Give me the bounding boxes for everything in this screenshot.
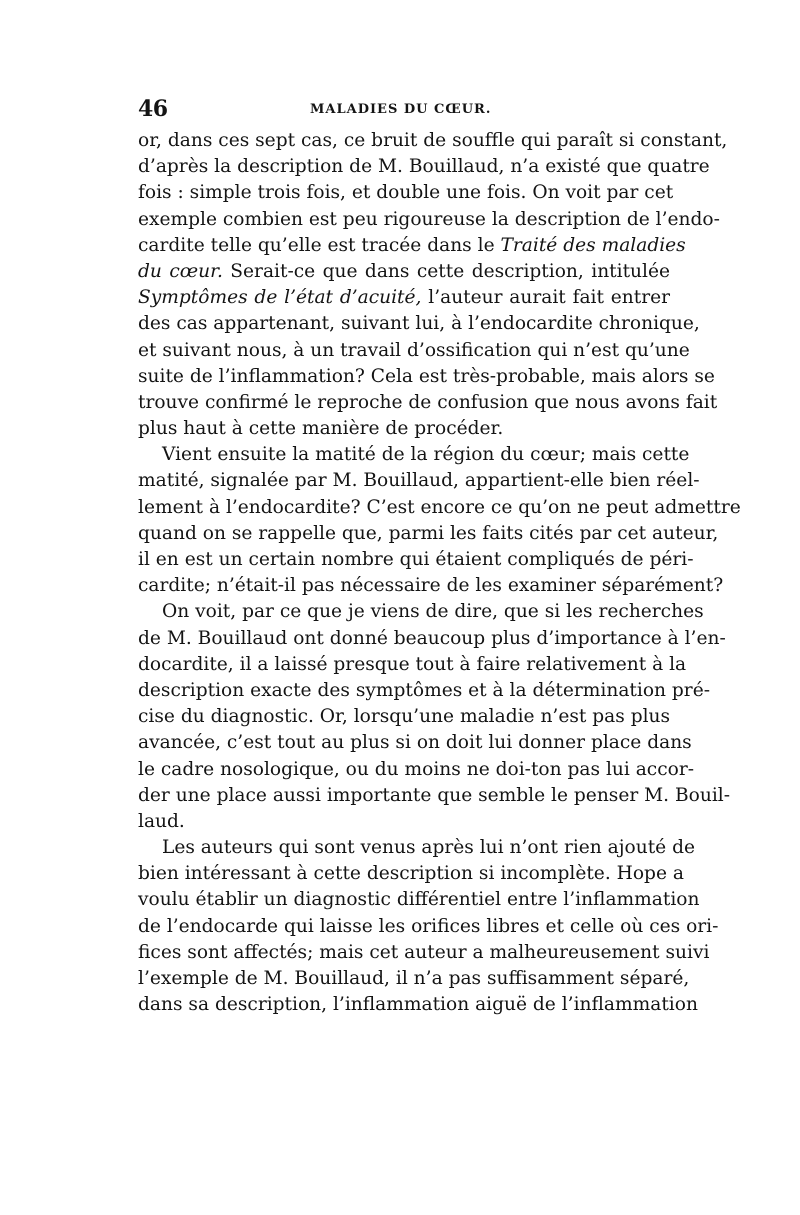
text-line: description exacte des symptômes et à la détermination pré- — [138, 679, 710, 701]
text-line: der une place aussi importante que semble le penser M. Bouil- — [138, 784, 731, 806]
page-number: 46 — [138, 96, 168, 122]
text-line — [138, 259, 670, 285]
text-line: Les auteurs qui sont venus après lui n’ont rien ajouté de — [162, 837, 695, 859]
text-line: cardite; n’était-il pas nécessaire de les examiner séparément? — [138, 575, 724, 597]
text-line: or, dans ces sept cas, ce bruit de souffle qui paraît si constant, — [138, 130, 728, 151]
text-line: des cas appartenant, suivant lui, à l’endocardite chronique, — [138, 313, 700, 335]
text-line: le cadre nosologique, ou du moins ne doi-ton pas lui accor- — [138, 758, 694, 780]
text-line: de l’endocarde qui laisse les orifices libres et celle où ces ori- — [138, 915, 719, 937]
italic-heading: Symptômes de l’état d’acuité, — [138, 287, 422, 309]
text-line: d’après la description de M. Bouillaud, n’a existé que quatre — [138, 156, 710, 178]
text-line: exemple combien est peu rigoureuse la description de l’endo- — [138, 208, 720, 230]
text-line: lement à l’endocardite? C’est encore ce qu’on ne peut admettre — [138, 496, 741, 518]
text-line: cise du diagnostic. Or, lorsqu’une maladie n’est pas plus — [138, 706, 671, 728]
body-text — [138, 128, 741, 1018]
text-line: docardite, il a laissé presque tout à faire relativement à la — [138, 653, 687, 675]
text-fragment: cardite telle qu’elle est tracée dans le — [138, 234, 495, 256]
running-title: MALADIES DU CŒUR. — [310, 102, 492, 117]
text-line: plus haut à cette manière de procéder. — [138, 418, 504, 440]
text-line: avancée, c’est tout au plus si on doit lui donner place dans — [138, 732, 692, 754]
page-header — [138, 96, 670, 126]
text-line: l’exemple de M. Bouillaud, il n’a pas suffisamment séparé, — [138, 968, 690, 989]
italic-title: du cœur. — [138, 260, 223, 282]
italic-title: Traité des maladies — [500, 234, 686, 256]
text-line: fices sont affectés; mais cet auteur a malheureusement suivi — [138, 941, 710, 963]
text-line: dans sa description, l’inflammation aiguë de l’inflammation — [138, 994, 698, 1016]
text-fragment: l’auteur aurait fait entrer — [421, 287, 670, 309]
text-line: Vient ensuite la matité de la région du cœur; mais cette — [162, 444, 690, 466]
text-line: matité, signalée par M. Bouillaud, appartient-elle bien réel- — [138, 470, 700, 492]
text-fragment: Serait-ce que dans cette description, intitulée — [222, 260, 670, 282]
text-line: il en est un certain nombre qui étaient compliqués de péri- — [138, 549, 694, 570]
text-line — [138, 285, 670, 311]
text-line: quand on se rappelle que, parmi les faits cités par cet auteur, — [138, 522, 719, 544]
text-line: trouve confirmé le reproche de confusion que nous avons fait — [138, 391, 718, 413]
text-line: voulu établir un diagnostic différentiel entre l’inflammation — [138, 889, 700, 911]
text-line: suite de l’inflammation? Cela est très-probable, mais alors se — [138, 365, 715, 387]
text-line — [138, 233, 686, 259]
text-line: de M. Bouillaud ont donné beaucoup plus d’importance à l’en- — [138, 627, 726, 649]
text-line: On voit, par ce que je viens de dire, que si les recherches — [162, 601, 704, 623]
text-line: et suivant nous, à un travail d’ossification qui n’est qu’une — [138, 339, 690, 361]
text-line: bien intéressant à cette description si incomplète. Hope a — [138, 863, 684, 885]
text-line: laud. — [138, 810, 185, 832]
text-line: fois : simple trois fois, et double une fois. On voit par cet — [138, 182, 674, 204]
